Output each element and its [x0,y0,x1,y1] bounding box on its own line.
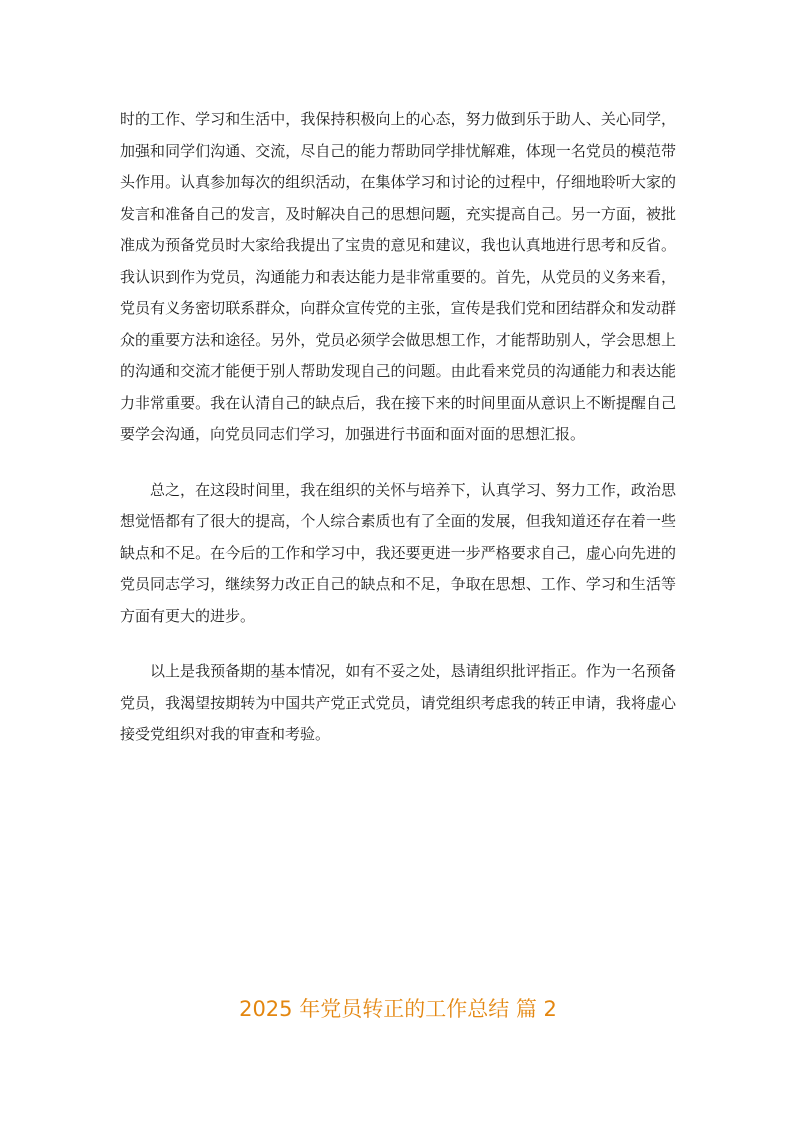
paragraph-closing: 以上是我预备期的基本情况，如有不妥之处，恳请组织批评指正。作为一名预备党员，我渴望按期转为中国共产党正式党员，请党组织考虑我的转正申请，我将虚心接受党组织对我的审查和考验。 [120,662,676,743]
paragraph-continued: 时的工作、学习和生活中，我保持积极向上的心态，努力做到乐于助人、关心同学，加强和同学们沟通、交流，尽自己的能力帮助同学排忧解难，体现一名党员的模范带头作用。认真参加每次的组织活动，在集体学习和讨论的过程中，仔细地聆听大家的发言和准备自己的发言，及时解决自己的思想问题，充实提高自己。另一方面，被批准成为预备党员时大家给我提出了宝贵的意见和建议，我也认真地进行思考和反省。我认识到作为党员，沟通能力和表达能力是非常重要的。首先，从党员的义务来看，党员有义务密切联系群众，向群众宣传党的主张，宣传是我们党和团结群众和发动群众的重要方法和途径。另外，党员必须学会做思想工作，才能帮助别人，学会思想上的沟通和交流才能便于别人帮助发现自己的问题。由此看来党员的沟通能力和表达能力非常重要。我在认清自己的缺点后，我在接下来的时间里面从意识上不断提醒自己要学会沟通，向党员同志们学习，加强进行书面和面对面的思想汇报。 [120,110,676,443]
paragraph-summary: 总之，在这段时间里，我在组织的关怀与培养下，认真学习、努力工作，政治思想觉悟都有了很大的提高，个人综合素质也有了全面的发展，但我知道还存在着一些缺点和不足。在今后的工作和学习中，我还要更进一步严格要求自己，虚心向先进的党员同志学习，继续努力改正自己的缺点和不足，争取在思想、工作、学习和生活等方面有更大的进步。 [120,480,676,625]
section-heading: 2025 年党员转正的工作总结 篇 2 [239,997,557,1021]
document-body [120,104,676,751]
